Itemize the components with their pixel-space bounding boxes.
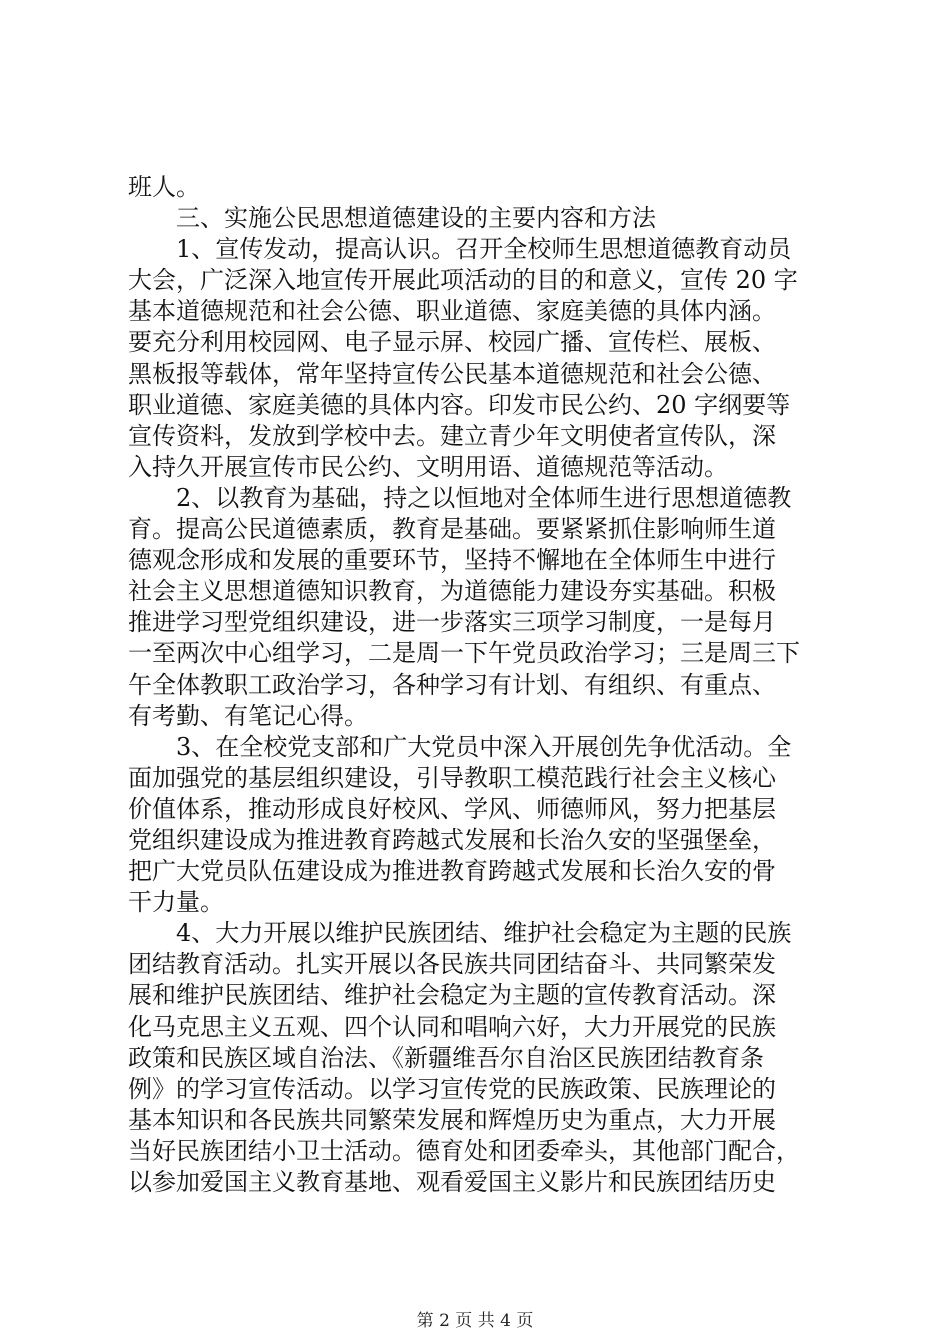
text-line: 入持久开展宣传市民公约、文明用语、道德规范等活动。 <box>128 452 728 481</box>
text-line: 化马克思主义五观、四个认同和唱响六好，大力开展党的民族 <box>128 1012 776 1041</box>
page-number: 第 2 页 共 4 页 <box>416 1311 534 1331</box>
text-line: 社会主义思想道德知识教育，为道德能力建设夯实基础。积极 <box>128 577 776 606</box>
paragraph-start: 4、大力开展以维护民族团结、维护社会稳定为主题的民族 <box>176 919 792 948</box>
text-line: 一至两次中心组学习，二是周一下午党员政治学习；三是周三下 <box>128 639 800 668</box>
page-footer <box>0 1311 950 1331</box>
text-line: 干力量。 <box>128 888 224 917</box>
paragraph-start: 3、在全校党支部和广大党员中深入开展创先争优活动。全 <box>176 732 792 761</box>
text-line: 政策和民族区域自治法、《新疆维吾尔自治区民族团结教育条 <box>128 1043 764 1072</box>
text-line: 育。提高公民道德素质，教育是基础。要紧紧抓住影响师生道 <box>128 515 776 544</box>
paragraph-start: 1、宣传发动，提高认识。召开全校师生思想道德教育动员 <box>176 235 792 264</box>
text-line: 以参加爱国主义教育基地、观看爱国主义影片和民族团结历史 <box>128 1168 776 1196</box>
text-line: 午全体教职工政治学习，各种学习有计划、有组织、有重点、 <box>128 670 776 699</box>
text-line: 职业道德、家庭美德的具体内容。印发市民公约、20 字纲要等 <box>128 390 791 419</box>
paragraph-start: 2、以教育为基础，持之以恒地对全体师生进行思想道德教 <box>176 483 792 512</box>
text-line: 基本道德规范和社会公德、职业道德、家庭美德的具体内涵。 <box>128 297 776 326</box>
text-line: 基本知识和各民族共同繁荣发展和辉煌历史为重点，大力开展 <box>128 1105 776 1134</box>
text-line: 宣传资料，发放到学校中去。建立青少年文明使者宣传队，深 <box>128 421 776 450</box>
text-line: 团结教育活动。扎实开展以各民族共同团结奋斗、共同繁荣发 <box>128 950 776 979</box>
section-heading: 三、实施公民思想道德建设的主要内容和方法 <box>176 204 656 233</box>
text-line: 要充分利用校园网、电子显示屏、校园广播、宣传栏、展板、 <box>128 328 776 357</box>
text-line: 价值体系，推动形成良好校风、学风、师德师风，努力把基层 <box>128 794 776 823</box>
text-line: 例》的学习宣传活动。以学习宣传党的民族政策、民族理论的 <box>128 1074 776 1103</box>
document-body <box>128 172 828 1198</box>
text-line: 德观念形成和发展的重要环节，坚持不懈地在全体师生中进行 <box>128 546 776 575</box>
text-line: 黑板报等载体，常年坚持宣传公民基本道德规范和社会公德、 <box>128 359 776 388</box>
text-line: 展和维护民族团结、维护社会稳定为主题的宣传教育活动。深 <box>128 981 776 1010</box>
text-line: 党组织建设成为推进教育跨越式发展和长治久安的坚强堡垒， <box>128 825 776 854</box>
text-line: 有考勤、有笔记心得。 <box>128 701 368 730</box>
text-line: 班人。 <box>128 173 200 201</box>
text-line: 面加强党的基层组织建设，引导教职工模范践行社会主义核心 <box>128 763 776 792</box>
text-line: 大会，广泛深入地宣传开展此项活动的目的和意义，宣传 20 字 <box>128 266 798 295</box>
text-line: 当好民族团结小卫士活动。德育处和团委牵头，其他部门配合， <box>128 1136 800 1165</box>
text-line: 推进学习型党组织建设，进一步落实三项学习制度，一是每月 <box>128 608 776 637</box>
text-line: 把广大党员队伍建设成为推进教育跨越式发展和长治久安的骨 <box>128 857 776 886</box>
